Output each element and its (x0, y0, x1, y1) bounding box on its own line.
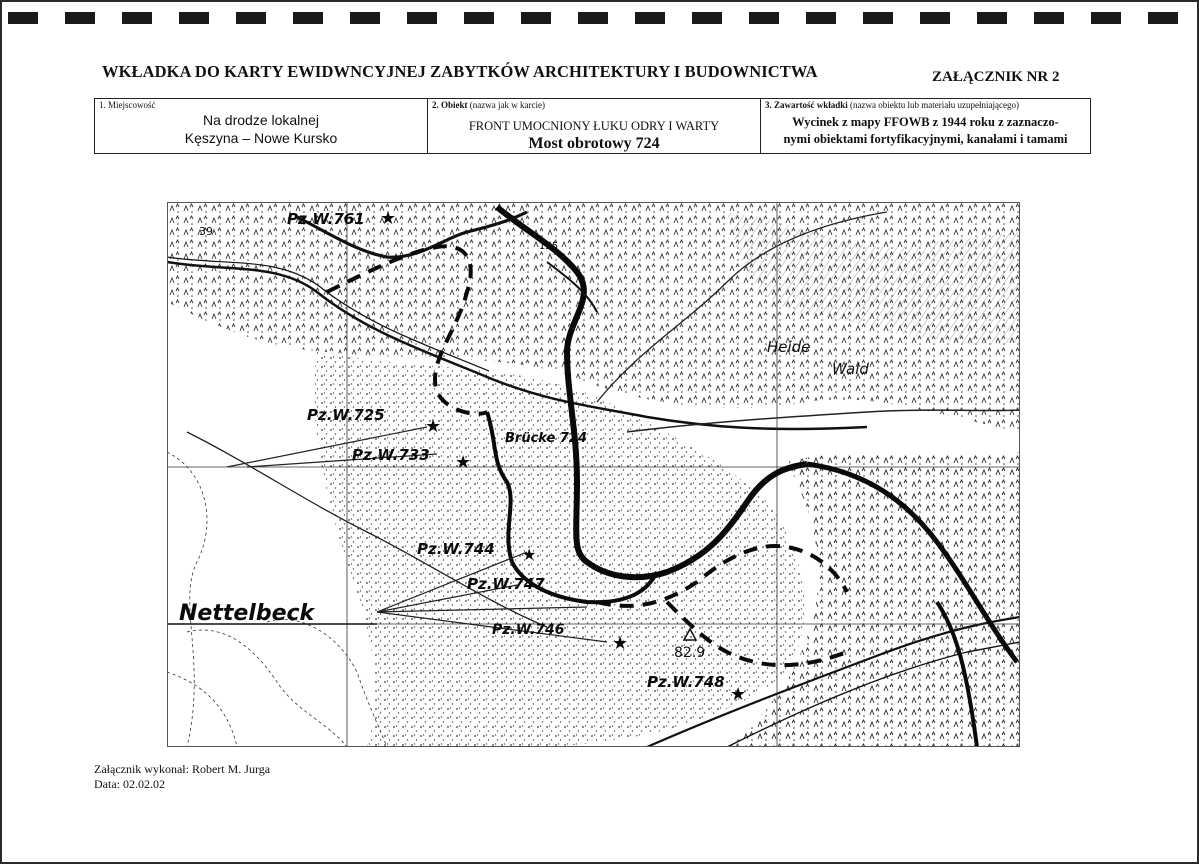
document-page (2, 2, 1197, 862)
bunker-star-761: ★ (380, 208, 397, 229)
label-pzw725: Pz.W.725 (307, 406, 385, 424)
footer (94, 762, 270, 792)
footer-author: Załącznik wykonał: Robert M. Jurga (94, 762, 271, 776)
content-label-bold: 3. Zawartość wkładki (765, 100, 848, 110)
locality-value (95, 111, 427, 147)
map-excerpt (167, 202, 1020, 747)
bunker-star-733: ★ (455, 452, 472, 473)
bunker-star-748: ★ (730, 684, 747, 705)
bunker-star-725: ★ (425, 416, 442, 437)
label-heide: Heide (767, 338, 811, 356)
locality-line-2: Kęszyna – Nowe Kursko (184, 130, 338, 146)
object-bridge-name: Most obrotowy 724 (528, 135, 660, 152)
label-pzw733: Pz.W.733 (352, 446, 430, 464)
label-elevation-829: 82.9 (674, 645, 706, 661)
content-label-note: (nazwa obiektu lub materiału uzupełniającego) (847, 100, 1019, 110)
locality-line-1: Na drodze lokalnej (203, 112, 319, 128)
content-label (765, 100, 1019, 110)
label-pzw746: Pz.W.746 (492, 622, 565, 638)
label-pzw747: Pz.W.747 (467, 575, 545, 593)
map-image (167, 202, 1020, 747)
label-pzw748: Pz.W.748 (647, 673, 725, 691)
bunker-star-746: ★ (612, 633, 629, 654)
content-line-2: nymi obiektami fortyfikacyjnymi, kanałami i tamami (783, 132, 1068, 146)
locality-label: 1. Miejscowość (99, 100, 156, 110)
label-pzw761: Pz.W.761 (287, 210, 365, 228)
object-front-name: FRONT UMOCNIONY ŁUKU ODRY I WARTY (468, 119, 720, 133)
locality-cell (95, 99, 428, 153)
footer-date: Data: 02.02.02 (94, 777, 165, 791)
label-brucke724: Brücke 724 (505, 431, 587, 446)
label-wald: Wald (832, 360, 869, 378)
annex-number: ZAŁĄCZNIK NR 2 (932, 69, 1060, 85)
info-table (94, 98, 1091, 154)
binding-holes (8, 12, 1191, 24)
object-cell (428, 99, 761, 153)
label-elevation-39: 39 (199, 225, 213, 238)
object-label-note: (nazwa jak w karcie) (467, 100, 545, 110)
label-nettelbeck: Nettelbeck (179, 601, 315, 626)
document-title: WKŁADKA DO KARTY EWIDWNCYJNEJ ZABYTKÓW ARCHITEKTURY I BUDOWNICTWA (102, 62, 818, 81)
label-pzw744: Pz.W.744 (417, 540, 495, 558)
label-elevation-125: 125 (539, 241, 559, 252)
object-label-bold: 2. Obiekt (432, 100, 468, 110)
content-line-1: Wycinek z mapy FFOWB z 1944 roku z zaznaczo- (792, 115, 1059, 129)
object-label (432, 100, 545, 110)
content-cell (761, 99, 1090, 153)
bunker-star-744: ★ (522, 545, 537, 564)
content-description (765, 114, 1086, 148)
